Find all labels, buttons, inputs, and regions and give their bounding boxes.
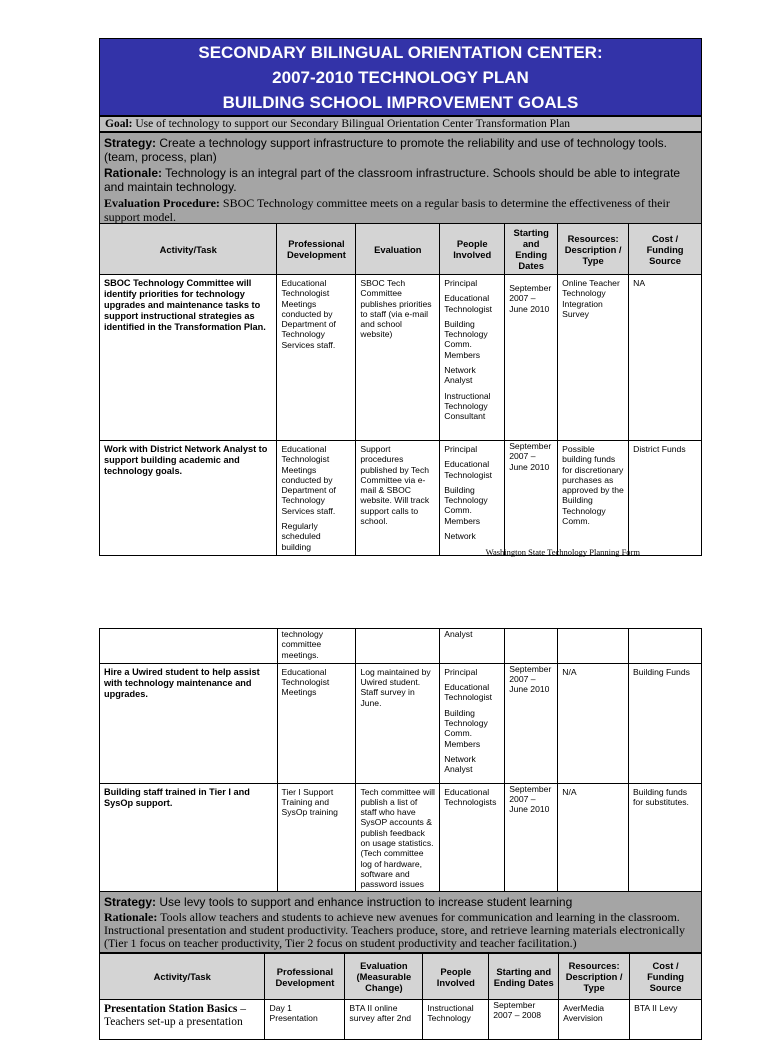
pd-cell: technology committee meetings. [277, 629, 356, 664]
pd-text: Educational Technologist Meetings conducted by Department of Technology Services staff. [281, 444, 336, 516]
person-item: Network Analyst [444, 365, 476, 386]
goal-text: Use of technology to support our Secondary Bilingual Orientation Center Transformation Plan [135, 118, 571, 130]
pd-cell [277, 441, 356, 556]
cost-cell: Building Funds [629, 663, 702, 783]
table-row [100, 441, 702, 556]
pd-cell: Tier I Support Training and SysOp training [277, 783, 356, 901]
person-item: Building Technology Comm. Members [444, 484, 488, 526]
resources-cell [558, 629, 629, 664]
person-item: Principal [444, 666, 478, 677]
title-line-2: 2007-2010 TECHNOLOGY PLAN [272, 68, 529, 87]
goal-label: Goal: [105, 118, 133, 130]
col-header-cost: Cost / Funding Source [629, 224, 702, 275]
pd-cell: Educational Technologist Meetings [277, 663, 356, 783]
activity-cell: SBOC Technology Committee will identify priorities for technology upgrades and maintenance tasks to support instructional strategies as identified in the Transformation Plan. [100, 275, 277, 441]
person-item: Instructional Technology Consultant [444, 390, 491, 422]
activity-table-1 [99, 223, 702, 556]
cost-cell: NA [629, 275, 702, 441]
strategy-text: Create a technology support infrastructure to promote the reliability and use of technology tools. (team, process, plan) [104, 136, 667, 164]
activity-cell [100, 629, 278, 664]
col-header-people: People Involved [440, 224, 505, 275]
table-header-row [100, 224, 702, 275]
people-cell: Educational Technologists [440, 783, 505, 901]
rationale-text: Tools allow teachers and students to achieve new avenues for communication and learning in the classroom. Instructional presentation and student productivity. Teachers produce, store, and retrieve learning materials electronically (Tier 1 focus on teacher productivity, Tier 2 focus on student productivity and teacher facilitation.) [104, 910, 685, 950]
title-line-3: BUILDING SCHOOL IMPROVEMENT GOALS [222, 93, 579, 112]
cost-cell: Building funds for substitutes. [629, 783, 702, 901]
dates-cell: September 2007 – 2008 [489, 1000, 559, 1040]
person-item: Educational Technologist [444, 682, 493, 703]
col-header-resources: Resources: Description / Type [558, 224, 629, 275]
people-cell [440, 663, 505, 783]
evaluation-procedure-text: SBOC Technology committee meets on a regular basis to determine the effectiveness of their support model. [104, 196, 670, 224]
table-row [100, 1000, 702, 1040]
cost-cell [629, 629, 702, 664]
activity-description: – Teachers set-up a presentation [104, 1003, 246, 1028]
cost-cell: District Funds [629, 441, 702, 556]
table-row [100, 663, 702, 783]
strategy-label: Strategy: [104, 895, 157, 909]
strategy-label: Strategy: [104, 136, 157, 150]
evaluation-procedure-label: Evaluation Procedure: [104, 196, 220, 210]
dates-cell [505, 629, 558, 664]
dates-cell: September 2007 – June 2010 [505, 783, 558, 901]
activity-cell: Building staff trained in Tier I and SysOp support. [100, 783, 278, 901]
pd-cell: Day 1 Presentation [265, 1000, 345, 1040]
col-header-evaluation: Evaluation [356, 224, 440, 275]
activity-cell: Hire a Uwired student to help assist with technology maintenance and upgrades. [100, 663, 278, 783]
person-item: Principal [444, 444, 478, 454]
rationale-label: Rationale: [104, 166, 163, 180]
people-cell [440, 275, 505, 441]
col-header-evaluation: Evaluation (Measurable Change) [345, 954, 423, 1000]
resources-cell: N/A [558, 663, 629, 783]
table-row [100, 629, 702, 664]
evaluation-cell [356, 629, 440, 664]
evaluation-cell: Log maintained by Uwired student. Staff survey in June. [356, 663, 440, 783]
people-cell: Analyst [440, 629, 505, 664]
evaluation-cell: BTA II online survey after 2nd [345, 1000, 423, 1040]
pd-cell: Educational Technologist Meetings conducted by Department of Technology Services staff. [277, 275, 356, 441]
person-item: Network Analyst [444, 753, 476, 775]
table-row [100, 275, 702, 441]
page-footer: Washington State Technology Planning Form [485, 547, 640, 557]
cost-cell: BTA II Levy [630, 1000, 702, 1040]
person-item: Network [444, 531, 476, 542]
col-header-people: People Involved [423, 954, 489, 1000]
evaluation-cell: Support procedures published by Tech Committee via e-mail & SBOC website. Will track support calls to school. [356, 441, 440, 556]
table-row [100, 783, 702, 901]
activity-title: Presentation Station Basics [104, 1003, 238, 1015]
dates-cell: September 2007 – June 2010 [505, 441, 558, 556]
pd-text-2: Regularly scheduled building [281, 521, 321, 552]
col-header-cost: Cost / Funding Source [630, 954, 702, 1000]
people-cell: Instructional Technology [423, 1000, 489, 1040]
person-item: Building Technology Comm. Members [444, 318, 488, 360]
activity-table-2 [99, 628, 702, 902]
rationale-text: Technology is an integral part of the classroom infrastructure. Schools should be able to integrate and maintain technology. [104, 166, 681, 194]
people-cell [440, 441, 505, 556]
table-header-row [100, 954, 702, 1000]
activity-table-3 [99, 953, 702, 1040]
strategy-2-box [99, 891, 702, 953]
dates-cell: September 2007 – June 2010 [505, 275, 558, 441]
resources-cell: Possible building funds for discretionary purchases as approved by the Building Technology Comm. [558, 441, 629, 556]
col-header-dates: Starting and Ending Dates [505, 224, 558, 275]
strategy-1-box [99, 132, 702, 224]
person-item: Building Technology Comm. Members [444, 707, 488, 749]
col-header-dates: Starting and Ending Dates [489, 954, 559, 1000]
resources-cell: AverMedia Avervision [559, 1000, 630, 1040]
person-item: Educational Technologist [444, 293, 493, 314]
col-header-activity: Activity/Task [100, 224, 277, 275]
strategy-text: Use levy tools to support and enhance instruction to increase student learning [159, 895, 573, 909]
col-header-pd: Professional Development [277, 224, 356, 275]
evaluation-cell: SBOC Tech Committee publishes priorities to staff (via e-mail and school website) [356, 275, 440, 441]
activity-cell [100, 1000, 265, 1040]
goal-row [99, 116, 702, 132]
resources-cell: N/A [558, 783, 629, 901]
activity-cell: Work with District Network Analyst to support building academic and technology goals. [100, 441, 277, 556]
dates-cell: September 2007 – June 2010 [505, 663, 558, 783]
col-header-activity: Activity/Task [100, 954, 265, 1000]
evaluation-cell: Tech committee will publish a list of staff who have SysOP accounts & publish feedback on usage statistics. (Tech committee log of hardware, software and password issues [356, 783, 440, 901]
person-item: Educational Technologist [444, 459, 493, 480]
plan-title-banner [99, 38, 702, 116]
col-header-resources: Resources: Description / Type [559, 954, 630, 1000]
rationale-label: Rationale: [104, 910, 158, 924]
resources-cell: Online Teacher Technology Integration Survey [558, 275, 629, 441]
title-line-1: SECONDARY BILINGUAL ORIENTATION CENTER: [198, 43, 603, 62]
person-item: Principal [444, 278, 478, 288]
col-header-pd: Professional Development [265, 954, 345, 1000]
